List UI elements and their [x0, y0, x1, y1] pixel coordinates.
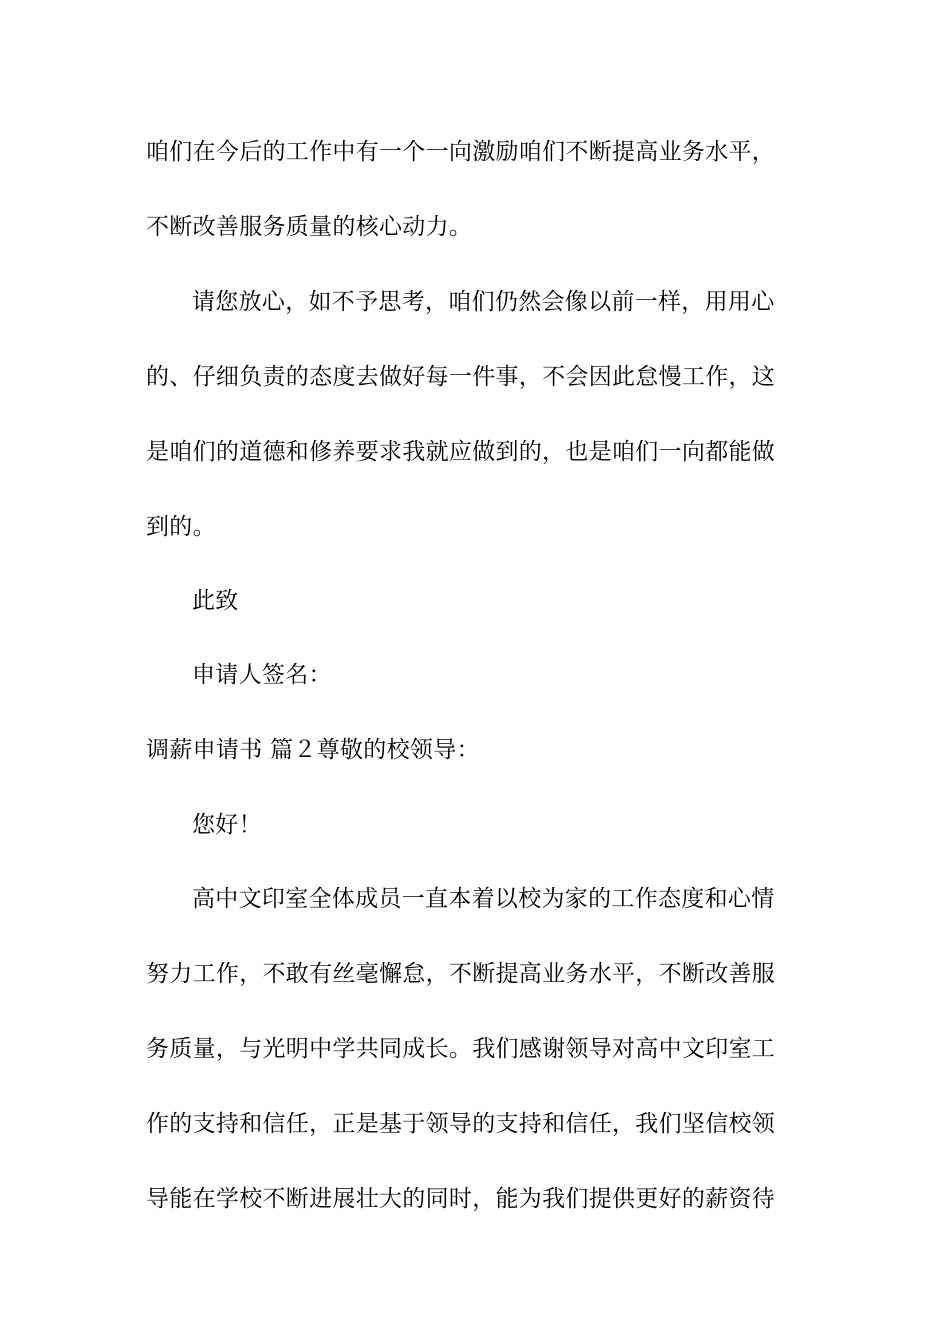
closing-salutation: 此致 — [192, 588, 239, 614]
applicant-signature-label: 申请人签名： — [192, 662, 332, 688]
paragraph-line: 导能在学校不断进展壮大的同时，能为我们提供更好的薪资待 — [146, 1186, 776, 1212]
paragraph-line: 高中文印室全体成员一直本着以校为家的工作态度和心情 — [192, 886, 775, 912]
paragraph-line: 不断改善服务质量的核心动力。 — [146, 214, 473, 240]
paragraph-line: 努力工作，不敢有丝毫懈怠，不断提高业务水平，不断改善服 — [146, 961, 776, 987]
section-heading: 调薪申请书 篇２尊敬的校领导： — [146, 737, 480, 763]
paragraph-line: 是咱们的道德和修养要求我就应做到的，也是咱们一向都能做 — [146, 439, 776, 465]
paragraph-line: 作的支持和信任，正是基于领导的支持和信任，我们坚信校领 — [146, 1111, 776, 1137]
paragraph-line: 到的。 — [146, 514, 216, 540]
paragraph-line: 请您放心，如不予思考，咱们仍然会像以前一样，用用心 — [192, 289, 775, 315]
paragraph-line: 咱们在今后的工作中有一个一向激励咱们不断提高业务水平， — [146, 139, 776, 165]
paragraph-line: 的、仔细负责的态度去做好每一件事，不会因此怠慢工作，这 — [146, 364, 776, 390]
paragraph-line: 务质量，与光明中学共同成长。我们感谢领导对高中文印室工 — [146, 1036, 776, 1062]
greeting: 您好！ — [192, 812, 262, 838]
